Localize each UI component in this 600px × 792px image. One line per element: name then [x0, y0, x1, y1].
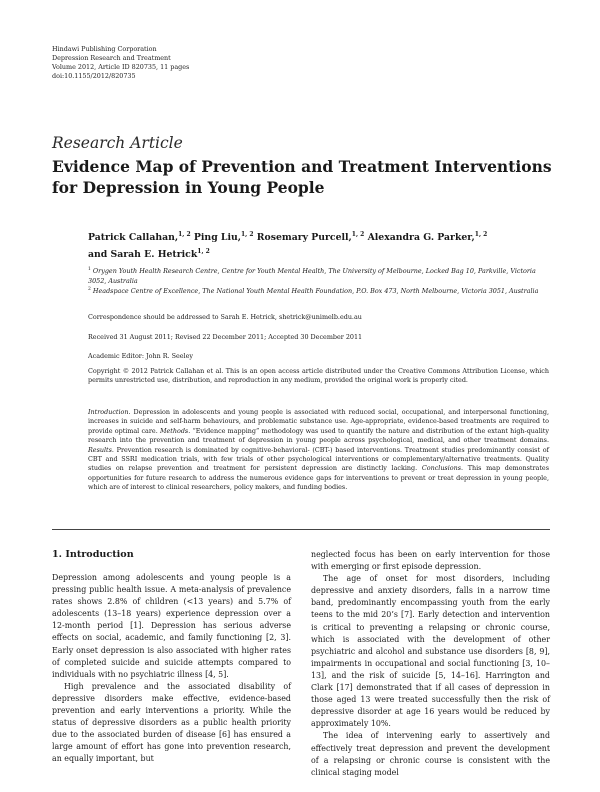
author-list: [88, 228, 548, 262]
academic-editor: Academic Editor: John R. Seeley: [88, 352, 193, 360]
author-line-1: [88, 228, 548, 245]
body-paragraph: High prevalence and the associated disability of depressive disorders make effective, evidence-based prevention and early interventions a priority. While the status of depressive disorders as a public health priority due to the associated burden of disease [6] has ensured a large amount of effort has gone into prevention research, an equally important, but: [52, 681, 291, 764]
abstract-results: Prevention research is dominated by cognitive-behavioral- (CBT-) based interventions. Treatment studies predominantly consist of CBT and SSRI medication trials, with few trials of other psychological interventions or complementary/alternative treatments. Quality studies on relapse prevention and treatment for persistent depression are distinctly lacking.: [88, 445, 549, 473]
affiliation-1: [88, 265, 548, 286]
article-dates: Received 31 August 2011; Revised 22 December 2011; Accepted 30 December 2011: [88, 333, 363, 341]
affiliation-text: Headspace Centre of Excellence, The National Youth Mental Health Foundation, P.O. Box 473, North Melbourne, Victoria 3051, Australia: [92, 287, 539, 296]
author-affil-marker: 1, 2: [474, 231, 488, 238]
body-paragraph: Depression among adolescents and young people is a pressing public health issue. A meta-analysis of prevalence rates shows 2.8% of children (<13 years) and 5.7% of adolescents (13–18 years) experience depression over a 12-month period [1]. Depression has serious adverse effects on social, academic, and family functioning [2, 3]. Early onset depression is also associated with higher rates of completed suicide and suicide attempts compared to individuals with no psychiatric illness [4, 5].: [52, 573, 291, 679]
abstract-conclusions-label: Conclusions.: [421, 464, 464, 473]
abstract-methods-label: Methods.: [159, 426, 191, 435]
journal-header: [52, 45, 189, 81]
journal-name: Depression Research and Treatment: [52, 54, 171, 62]
author: and Sarah E. Hetrick: [88, 249, 198, 261]
abstract: [88, 408, 549, 493]
author-affil-marker: 1, 2: [197, 248, 210, 256]
affiliation-number: 1: [88, 267, 91, 272]
abstract-conclusions: This map demonstrates opportunities for future research to address the numerous evidence gaps for interventions to prevent or treat depression in young people, which are of interest to clinical researchers, policy makers, and funding bodies.: [88, 464, 549, 492]
copyright-notice: Copyright © 2012 Patrick Callahan et al. This is an open access article distributed under the Creative Commons Attribution License, which permits unrestricted use, distribution, and reproduction in any medium, provided the original work is properly cited.: [88, 367, 549, 385]
body-paragraph: The age of onset for most disorders, including depressive and anxiety disorders, falls in a narrow time band, predominantly encompassing youth from the early teens to the mid 20’s [7]. Early detection and intervention is critical to preventing a relapsing or chronic course, which is associated with the development of other psychiatric and alcohol and substance use disorders [8, 9], impairments in occupational and social functioning [3, 10–13], and the risk of suicide [5, 14–16]. Harrington and Clark [17] demonstrated that if all cases of depression in those aged 13 were treated successfully then the risk of depressive disorder at age 16 years would be reduced by approximately 10%.: [311, 574, 550, 729]
author: Alexandra G. Parker,: [367, 232, 475, 244]
abstract-intro: Depression in adolescents and young people is associated with reduced social, occupational, and interpersonal functioning, increases in suicide and self-harm behaviours, and problematic substance use. Age-appropriate, evidence-based treatments are required to provide optimal care.: [88, 408, 549, 435]
affiliation-2: [88, 285, 548, 297]
section-heading: 1. Introduction: [52, 549, 134, 560]
author: Ping Liu,: [193, 232, 241, 244]
affiliation-number: 2: [88, 287, 91, 292]
body-paragraph: The idea of intervening early to assertively and effectively treat depression and prevent the development of a relapsing or chronic course is consistent with the clinical staging model: [311, 731, 550, 777]
affiliation-text: Orygen Youth Health Research Centre, Centre for Youth Mental Health, The University of Melbourne, Locked Bag 10, Parkville, Victoria 3052, Australia: [88, 267, 536, 285]
volume-info: Volume 2012, Article ID 820735, 11 pages: [52, 63, 190, 71]
article-type: Research Article: [52, 134, 183, 152]
author-affil-marker: 1, 2: [351, 231, 365, 238]
abstract-results-label: Results.: [88, 445, 114, 454]
abstract-intro-label: Introduction.: [88, 408, 131, 416]
body-paragraph: neglected focus has been on early intervention for those with emerging or first episode depression.: [311, 550, 550, 572]
abstract-methods: “Evidence mapping” methodology was used to quantify the nature and distribution of the extant high-quality research into the prevention and treatment of depression in young people across psychological, medical, and other treatment domains.: [88, 426, 549, 445]
author: Rosemary Purcell,: [256, 232, 352, 244]
article-title: Evidence Map of Prevention and Treatment Interventions for Depression in Young People: [52, 157, 552, 197]
section-divider: [52, 529, 550, 530]
author: Patrick Callahan,: [88, 232, 179, 244]
correspondence: Correspondence should be addressed to Sarah E. Hetrick, shetrick@unimelb.edu.au: [88, 313, 362, 321]
author-affil-marker: 1, 2: [178, 231, 191, 238]
body-column-right: [311, 549, 550, 779]
publisher-name: Hindawi Publishing Corporation: [52, 45, 157, 53]
body-column-left: [52, 572, 291, 766]
author-line-2: [88, 245, 548, 262]
author-affil-marker: 1, 2: [241, 231, 254, 238]
doi: doi:10.1155/2012/820735: [52, 72, 136, 80]
